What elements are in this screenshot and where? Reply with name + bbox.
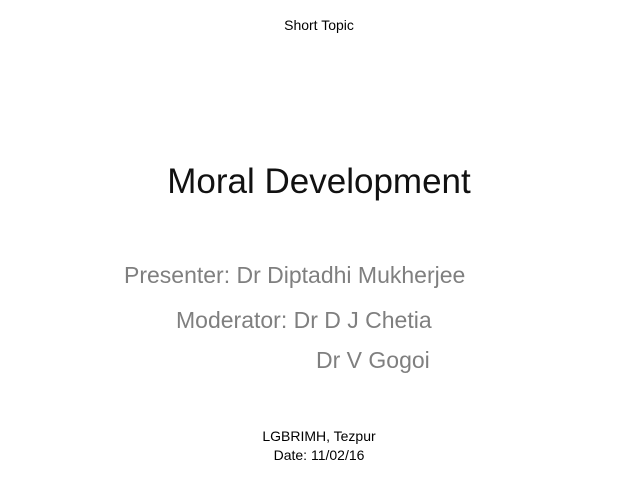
institute-name: LGBRIMH, Tezpur xyxy=(262,428,376,444)
slide-title: Moral Development xyxy=(167,162,471,201)
presenter-line: Presenter: Dr Diptadhi Mukherjee xyxy=(124,262,466,288)
moderator-line: Moderator: Dr D J Chetia xyxy=(176,307,432,333)
second-moderator-line: Dr V Gogoi xyxy=(316,347,430,373)
presentation-date: Date: 11/02/16 xyxy=(273,447,365,463)
topic-label: Short Topic xyxy=(284,17,354,33)
